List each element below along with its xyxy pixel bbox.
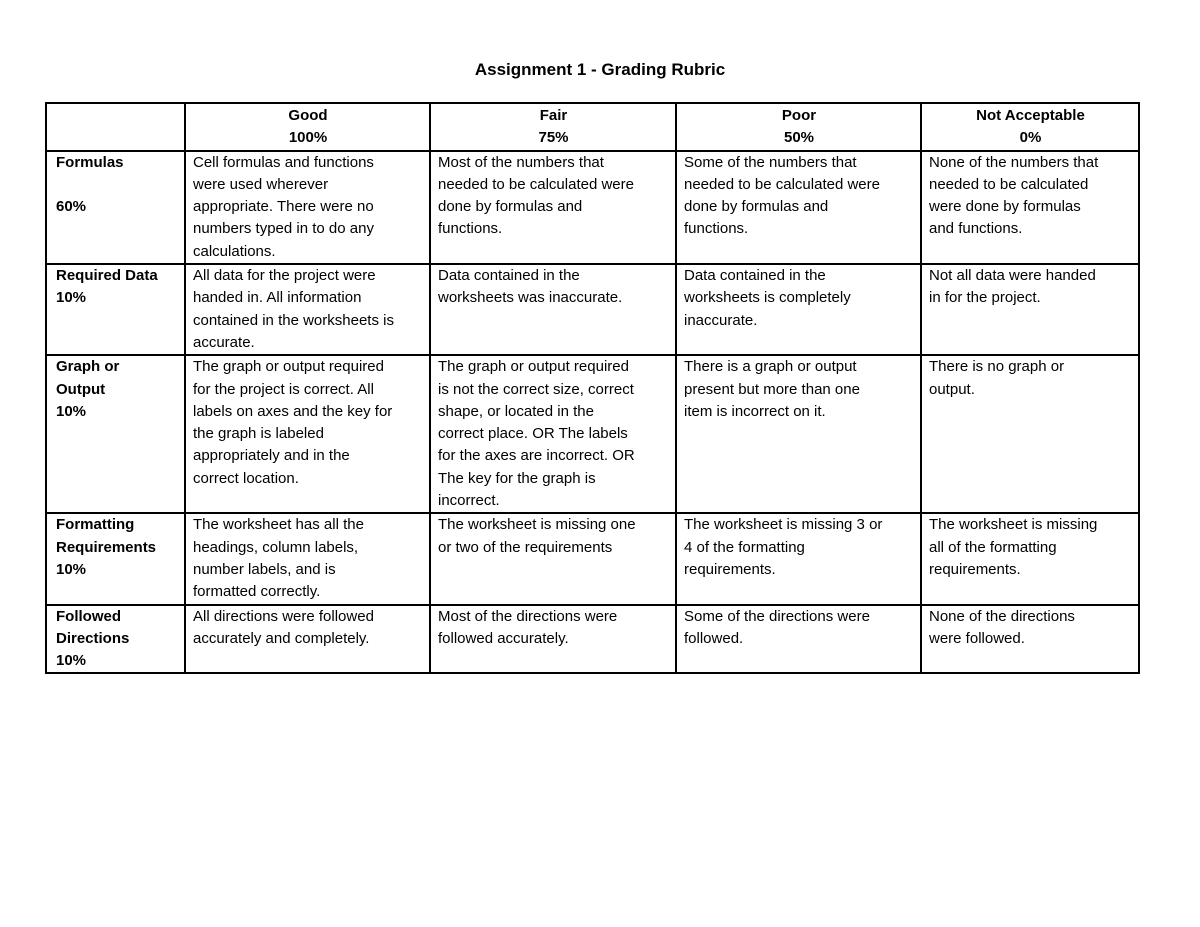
criterion-name: Formatting	[56, 516, 135, 534]
descriptor-cell-good	[185, 264, 430, 355]
descriptor-text: done by formulas and	[438, 198, 583, 216]
level-name: Fair	[539, 107, 568, 124]
descriptor-text: functions.	[438, 220, 503, 238]
descriptor-text: 4 of the formatting	[684, 538, 805, 556]
descriptor-text: Data contained in the	[438, 267, 580, 285]
descriptor-text: The worksheet is missing	[929, 516, 1098, 534]
criterion-name: Required Data	[56, 267, 158, 285]
descriptor-cell-fair	[430, 355, 676, 513]
descriptor-text: Some of the directions were	[684, 607, 870, 625]
descriptor-text: item is incorrect on it.	[684, 402, 826, 420]
descriptor-text: were followed.	[929, 629, 1025, 647]
criterion-weight: 60%	[56, 198, 87, 216]
descriptor-cell-fair	[430, 605, 676, 674]
descriptor-text: and functions.	[929, 220, 1023, 238]
criterion-name: Requirements	[56, 538, 157, 556]
descriptor-text: is not the correct size, correct	[438, 380, 634, 398]
rubric-row	[46, 151, 1139, 264]
descriptor-text: numbers typed in to do any	[193, 220, 374, 238]
descriptor-cell-fair	[430, 513, 676, 604]
descriptor-text: done by formulas and	[684, 198, 829, 216]
criterion-cell	[46, 355, 185, 513]
level-header-fair	[430, 103, 676, 151]
level-header-poor	[676, 103, 921, 151]
grading-rubric-table	[45, 102, 1140, 674]
level-percent: 100%	[288, 129, 328, 147]
level-name: Not Acceptable	[976, 107, 1085, 124]
rubric-row	[46, 355, 1139, 513]
rubric-body	[46, 151, 1139, 674]
descriptor-text: output.	[929, 380, 975, 398]
criterion-name: Formulas	[56, 153, 124, 171]
criterion-name: Directions	[56, 629, 130, 647]
descriptor-cell-good	[185, 605, 430, 674]
descriptor-text: accurate.	[193, 333, 255, 351]
criterion-cell	[46, 264, 185, 355]
descriptor-text: Not all data were handed	[929, 267, 1096, 285]
descriptor-text: There is no graph or	[929, 358, 1065, 376]
descriptor-cell-not-acceptable	[921, 264, 1139, 355]
level-name: Poor	[781, 107, 817, 124]
descriptor-cell-good	[185, 513, 430, 604]
descriptor-text: were used wherever	[193, 175, 329, 193]
descriptor-text: followed accurately.	[438, 629, 569, 647]
rubric-row	[46, 513, 1139, 604]
descriptor-text: None of the directions	[929, 607, 1075, 625]
criterion-spacer	[56, 174, 178, 196]
descriptor-cell-not-acceptable	[921, 605, 1139, 674]
descriptor-text: formatted correctly.	[193, 583, 321, 601]
level-name: Good	[288, 107, 328, 124]
level-header-good	[185, 103, 430, 151]
criterion-weight: 10%	[56, 560, 87, 578]
descriptor-text: for the project is correct. All	[193, 380, 374, 398]
descriptor-cell-fair	[430, 151, 676, 264]
criterion-cell	[46, 605, 185, 674]
descriptor-cell-poor	[676, 605, 921, 674]
descriptor-text: headings, column labels,	[193, 538, 359, 556]
descriptor-cell-poor	[676, 264, 921, 355]
descriptor-text: Data contained in the	[684, 267, 826, 285]
descriptor-text: functions.	[684, 220, 749, 238]
descriptor-cell-poor	[676, 355, 921, 513]
descriptor-text: All data for the project were	[193, 267, 376, 285]
descriptor-text: or two of the requirements	[438, 538, 613, 556]
descriptor-text: Most of the directions were	[438, 607, 618, 625]
descriptor-text: None of the numbers that	[929, 153, 1099, 171]
descriptor-text: All directions were followed	[193, 607, 374, 625]
criterion-name: Followed	[56, 607, 121, 625]
descriptor-text: requirements.	[929, 560, 1021, 578]
descriptor-text: needed to be calculated were	[438, 175, 634, 193]
rubric-row	[46, 605, 1139, 674]
criterion-weight: 10%	[56, 402, 87, 420]
descriptor-text: correct place. OR The labels	[438, 425, 628, 443]
descriptor-cell-poor	[676, 513, 921, 604]
descriptor-text: worksheets is completely	[684, 289, 851, 307]
descriptor-cell-not-acceptable	[921, 513, 1139, 604]
level-percent: 0%	[1019, 129, 1042, 147]
header-blank-cell	[46, 103, 185, 151]
level-percent: 50%	[783, 129, 815, 147]
descriptor-text: The graph or output required	[193, 358, 384, 376]
criterion-weight: 10%	[56, 289, 87, 307]
descriptor-text: needed to be calculated were	[684, 175, 880, 193]
descriptor-text: appropriately and in the	[193, 447, 350, 465]
rubric-header-row	[46, 103, 1139, 151]
descriptor-text: The worksheet is missing one	[438, 516, 636, 534]
descriptor-text: inaccurate.	[684, 311, 758, 329]
descriptor-text: present but more than one	[684, 380, 860, 398]
descriptor-text: followed.	[684, 629, 744, 647]
rubric-row	[46, 264, 1139, 355]
descriptor-text: The worksheet is missing 3 or	[684, 516, 883, 534]
criterion-cell	[46, 151, 185, 264]
page-title: Assignment 1 - Grading Rubric	[474, 60, 726, 79]
descriptor-text: The graph or output required	[438, 358, 629, 376]
descriptor-text: Some of the numbers that	[684, 153, 857, 171]
descriptor-text: The worksheet has all the	[193, 516, 364, 534]
descriptor-text: worksheets was inaccurate.	[438, 289, 623, 307]
level-percent: 75%	[538, 129, 569, 147]
descriptor-cell-good	[185, 151, 430, 264]
descriptor-cell-not-acceptable	[921, 355, 1139, 513]
descriptor-text: for the axes are incorrect. OR	[438, 447, 635, 465]
criterion-weight: 10%	[56, 652, 87, 670]
descriptor-cell-fair	[430, 264, 676, 355]
descriptor-cell-not-acceptable	[921, 151, 1139, 264]
descriptor-text: all of the formatting	[929, 538, 1057, 556]
descriptor-text: calculations.	[193, 242, 276, 260]
descriptor-text: in for the project.	[929, 289, 1041, 307]
descriptor-text: The key for the graph is	[438, 469, 596, 487]
descriptor-text: Cell formulas and functions	[193, 153, 374, 171]
descriptor-text: labels on axes and the key for	[193, 402, 393, 420]
descriptor-text: requirements.	[684, 560, 776, 578]
descriptor-text: needed to be calculated	[929, 175, 1089, 193]
descriptor-text: were done by formulas	[929, 198, 1081, 216]
descriptor-text: appropriate. There were no	[193, 198, 374, 216]
descriptor-cell-good	[185, 355, 430, 513]
descriptor-cell-poor	[676, 151, 921, 264]
descriptor-text: contained in the worksheets is	[193, 311, 394, 329]
criterion-name: Output	[56, 380, 106, 398]
criterion-name: Graph or	[56, 358, 120, 376]
descriptor-text: correct location.	[193, 469, 299, 487]
descriptor-text: Most of the numbers that	[438, 153, 604, 171]
descriptor-text: the graph is labeled	[193, 425, 324, 443]
descriptor-text: handed in. All information	[193, 289, 362, 307]
descriptor-text: There is a graph or output	[684, 358, 857, 376]
descriptor-text: number labels, and is	[193, 560, 336, 578]
descriptor-text: incorrect.	[438, 492, 500, 510]
descriptor-text: shape, or located in the	[438, 402, 594, 420]
criterion-cell	[46, 513, 185, 604]
descriptor-text: accurately and completely.	[193, 629, 370, 647]
level-header-not-acceptable	[921, 103, 1139, 151]
